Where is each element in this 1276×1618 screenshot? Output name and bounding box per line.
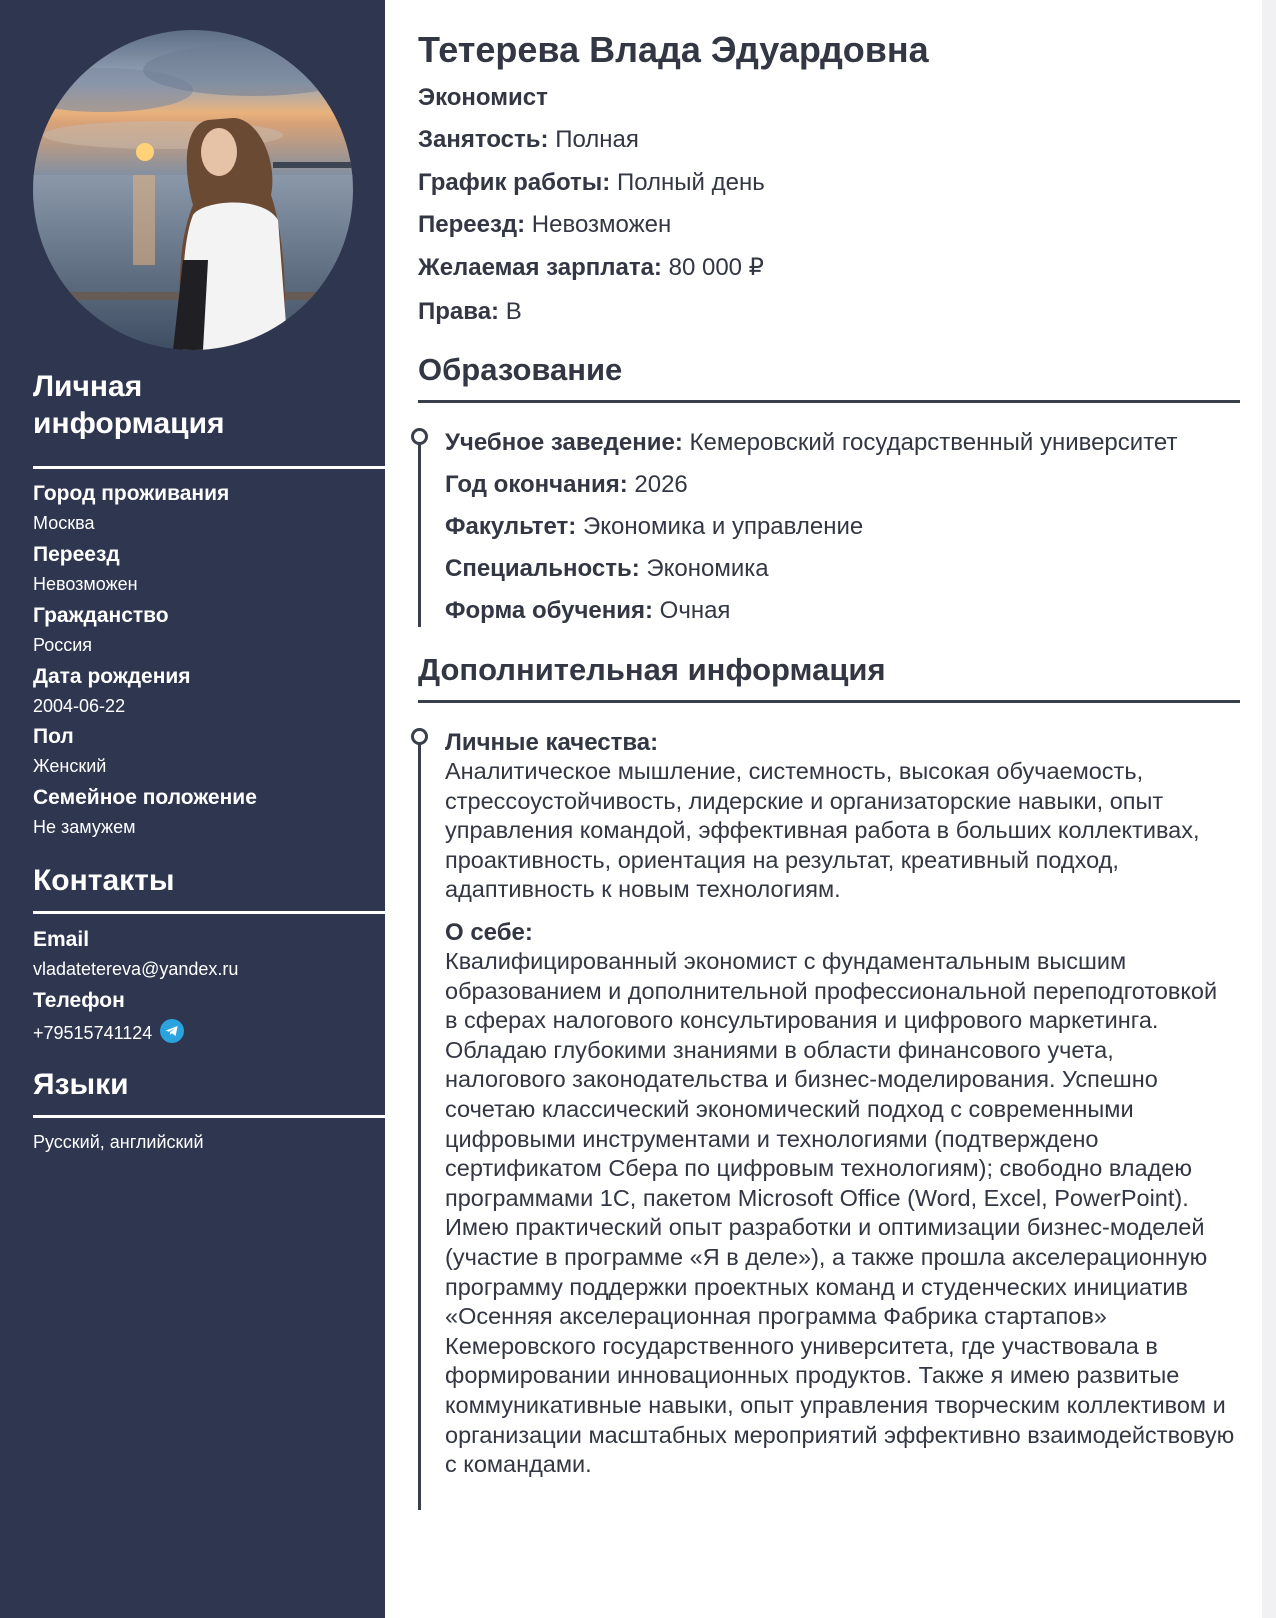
education-timeline [418,435,421,627]
edu-label: Факультет: [445,513,577,540]
education-form [445,596,730,626]
field-label: Гражданство [33,604,169,627]
personal-info-divider [33,466,385,469]
qualities-label: Личные качества: [445,729,659,756]
detail-label: Желаемая зарплата: [418,254,662,281]
sidebar [0,0,385,1618]
personal-info-heading [33,368,225,442]
detail-value: Полная [555,126,639,153]
field-value: Россия [33,635,93,655]
contacts-divider [33,911,385,914]
additional-divider [418,700,1240,703]
field-label: Город проживания [33,482,230,505]
detail-label: Переезд: [418,211,526,238]
detail-label: График работы: [418,169,611,196]
edu-label: Учебное заведение: [445,429,683,456]
telegram-icon[interactable] [160,1019,184,1048]
qualities-text: Аналитическое мышление, системность, высокая обучаемость, стрессоустойчивость, лидерские и организаторские навыки, опыт управления командой, эффективная работа в больших коллективах, проактивность, ориентация на результат, креативный подход, адаптивность к новым технологиям. [445,758,1200,903]
languages-heading: Языки [33,1068,129,1101]
detail-label: Права: [418,298,500,325]
detail-value: B [505,298,522,325]
languages-value: Русский, английский [33,1132,204,1152]
detail-schedule [418,168,765,198]
position-title: Экономист [418,84,548,111]
education-faculty [445,512,863,542]
detail-license [418,297,522,327]
edu-value: Экономика [646,555,769,582]
timeline-dot-icon [411,428,428,445]
profile-photo [33,30,353,350]
candidate-name: Тетерева Влада Эдуардовна [418,29,929,70]
field-label: Дата рождения [33,665,191,688]
timeline-dot-icon [411,728,428,745]
additional-timeline [418,735,421,1510]
field-value: Невозможен [33,574,138,594]
education-divider [418,400,1240,403]
field-label: Пол [33,725,74,748]
about-label: О себе: [445,919,533,946]
phone-row [33,1019,184,1048]
field-label: Переезд [33,543,120,566]
phone-label: Телефон [33,989,125,1012]
field-value: Москва [33,513,95,533]
personal-info-heading-line2: информация [33,407,225,440]
personal-info-heading-line1: Личная [33,370,143,403]
field-value: Не замужем [33,817,136,837]
edu-label: Форма обучения: [445,597,653,624]
detail-salary [418,253,764,283]
contacts-heading: Контакты [33,864,175,897]
languages-divider [33,1115,385,1118]
education-heading: Образование [418,352,623,387]
edu-value: Кемеровский государственный университет [689,429,1178,456]
detail-relocation [418,210,671,240]
field-label: Семейное положение [33,786,257,809]
field-value: 2004-06-22 [33,696,126,716]
email-value[interactable]: vladatetereva@yandex.ru [33,959,239,979]
additional-heading: Дополнительная информация [418,652,886,687]
phone-value[interactable]: +79515741124 [33,1023,153,1043]
detail-value: 80 000 ₽ [668,254,764,281]
detail-value: Невозможен [531,211,672,238]
page-edge [1262,0,1276,1618]
edu-label: Год окончания: [445,471,628,498]
field-value: Женский [33,756,107,776]
detail-value: Полный день [616,169,765,196]
education-institution [445,428,1177,458]
edu-value: Экономика и управление [582,513,864,540]
education-year [445,470,688,500]
education-specialty [445,554,769,584]
edu-value: 2026 [634,471,688,498]
detail-label: Занятость: [418,126,549,153]
about-text: Квалифицированный экономист с фундаментальным высшим образованием и дополнительной профессиональной переподготовкой в сферах налогового консультирования и цифрового маркетинга. Обладаю глубокими знаниями в области финансового учета, налогового законодательства и бизнес-моделирования. Успешно сочетаю классический экономический подход с современными цифровыми инструментами и технологиями (подтверждено сертификатом Сбера по цифровым технологиям); свободно владею программами 1С, пакетом Microsoft Office (Word, Excel, PowerPoint). Имею практический опыт разработки и оптимизации бизнес-моделей (участие в программе «Я в деле»), а также прошла акселерационную программу поддержки проектных команд и студенческих инициатив «Осенняя акселерационная программа Фабрика стартапов» Кемеровского государственного университета, где участвовала в формировании инновационных продуктов. Также я имею развитые коммуникативные навыки, опыт управления творческим коллективом и организации масштабных мероприятий эффективно взаимодействовую с командами. [445,948,1235,1478]
detail-employment [418,125,639,155]
edu-value: Очная [659,597,731,624]
email-label: Email [33,928,90,951]
edu-label: Специальность: [445,555,640,582]
